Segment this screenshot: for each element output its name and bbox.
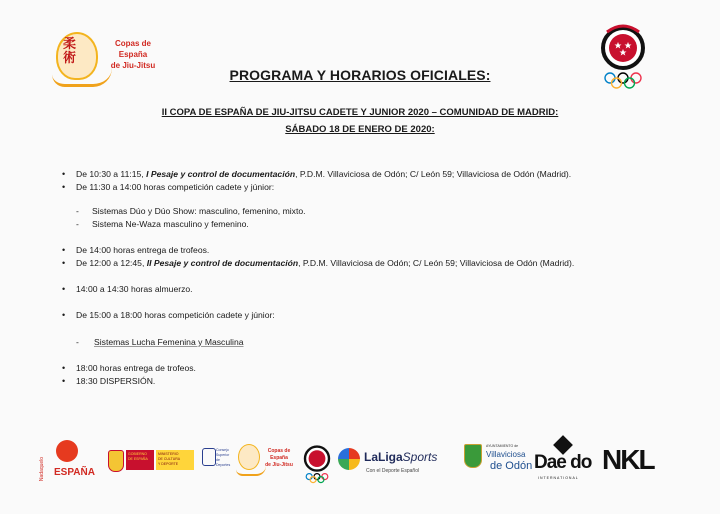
spacer [62,270,682,283]
daedo-sub: INTERNATIONAL [538,476,579,480]
copas-line-1: Copas de [267,448,291,454]
gobierno-block [126,450,154,470]
sponsor-csd-logo [200,448,231,476]
logo-text-line1: Copas de [114,39,151,48]
espana-vertical-text: Nadaquelo [39,456,46,482]
csd-icon [202,448,216,466]
item-1-highlight: I Pesaje y control de documentación [146,169,296,179]
item-4-time: De 12:00 a 12:45, [76,258,147,268]
logo-text-line2: España [118,50,148,59]
gobierno-line-1: GOBIERNO [128,452,147,456]
sponsor-strip [40,432,680,494]
ministerio-line-1: MINISTERIO [158,452,179,456]
item-1-location: , P.D.M. Villaviciosa de Odón; C/ León 59; Villaviciosa de Odón (Madrid). [295,169,572,179]
schedule-item-1 [62,168,682,181]
schedule-list [62,168,682,388]
sub-item-2: - Sistema Ne-Waza masculino y femenino. [62,218,682,231]
kanji-text: 柔術 [63,37,77,66]
daedo-text: Dae do [534,452,592,473]
schedule-item-3: • De 14:00 horas entrega de trofeos. [62,244,682,257]
ministerio-line-2: DE CULTURA [158,457,181,461]
espana-disc-icon [56,440,78,462]
sponsor-daedo-logo [534,438,598,484]
schedule-item-4 [62,257,682,270]
laliga-tagline: Con el Deporte Español [366,468,420,474]
item-4-location: , P.D.M. Villaviciosa de Odón; C/ León 59; Villaviciosa de Odón (Madrid). [298,258,575,268]
laliga-wordmark [364,450,437,464]
coat-of-arms-icon [108,450,124,472]
nkl-text: NKL [602,444,654,475]
ministerio-line-3: Y DEPORTE [158,462,179,466]
sub-item-1: - Sistemas Dúo y Dúo Show: masculino, femenino, mixto. [62,205,682,218]
schedule-item-5: • 14:00 a 14:30 horas almuerzo. [62,283,682,296]
spacer [62,322,682,336]
logo-text-line3: de Jiu-Jitsu [110,61,156,70]
sponsor-laliga-logo [338,446,460,480]
gobierno-line-2: DE ESPAÑA [128,457,148,461]
ayuntamiento-name-1: Villaviciosa [486,450,526,459]
shield-icon [464,444,482,468]
event-date: SÁBADO 18 DE ENERO DE 2020: [285,124,435,135]
ministerio-block [156,450,194,470]
copas-text [260,448,298,469]
espana-text: ESPAÑA [54,467,95,478]
schedule-item-7: • 18:00 horas entrega de trofeos. [62,362,682,375]
copas-line-2: España [270,455,288,461]
copas-line-3: de Jiu-Jitsu [265,462,293,468]
spacer [62,231,682,244]
sponsor-gobierno-logo [108,450,198,480]
sub-item-3: - Sistemas Lucha Femenina y Masculina [62,336,682,349]
page-title: PROGRAMA Y HORARIOS OFICIALES: [229,67,491,83]
ayuntamiento-small-text: AYUNTAMIENTO de [486,444,519,448]
event-subtitle: II COPA DE ESPAÑA DE JIU-JITSU CADETE Y JUNIOR 2020 – COMUNIDAD DE MADRID: [161,107,559,118]
csd-line-3: Deportes [216,463,231,467]
csd-line-2: Superior de [216,453,230,462]
sponsor-copas-logo [236,442,298,482]
spacer [62,349,682,362]
item-4-highlight: II Pesaje y control de documentación [146,258,299,268]
schedule-item-6: • De 15:00 a 18:00 horas competición cadete y júnior: [62,309,682,322]
sports-text: Sports [402,450,438,464]
csd-line-1: Consejo [216,448,229,452]
sponsor-nkl-logo [602,442,658,482]
item-1-time: De 10:30 a 11:15, [76,169,147,179]
sponsor-federation-logo [302,438,332,490]
federation-small-icon [302,438,332,490]
laliga-ball-icon [338,448,360,470]
spacer [62,296,682,309]
csd-text [216,448,230,468]
spacer [62,194,682,205]
laliga-text: LaLiga [364,450,403,464]
schedule-item-8: • 18:30 DISPERSIÓN. [62,375,682,388]
ayuntamiento-name-2: de Odón [490,460,533,472]
schedule-item-2: • De 11:30 a 14:00 horas competición cadete y júnior: [62,181,682,194]
sponsor-espana-logo [39,440,98,486]
